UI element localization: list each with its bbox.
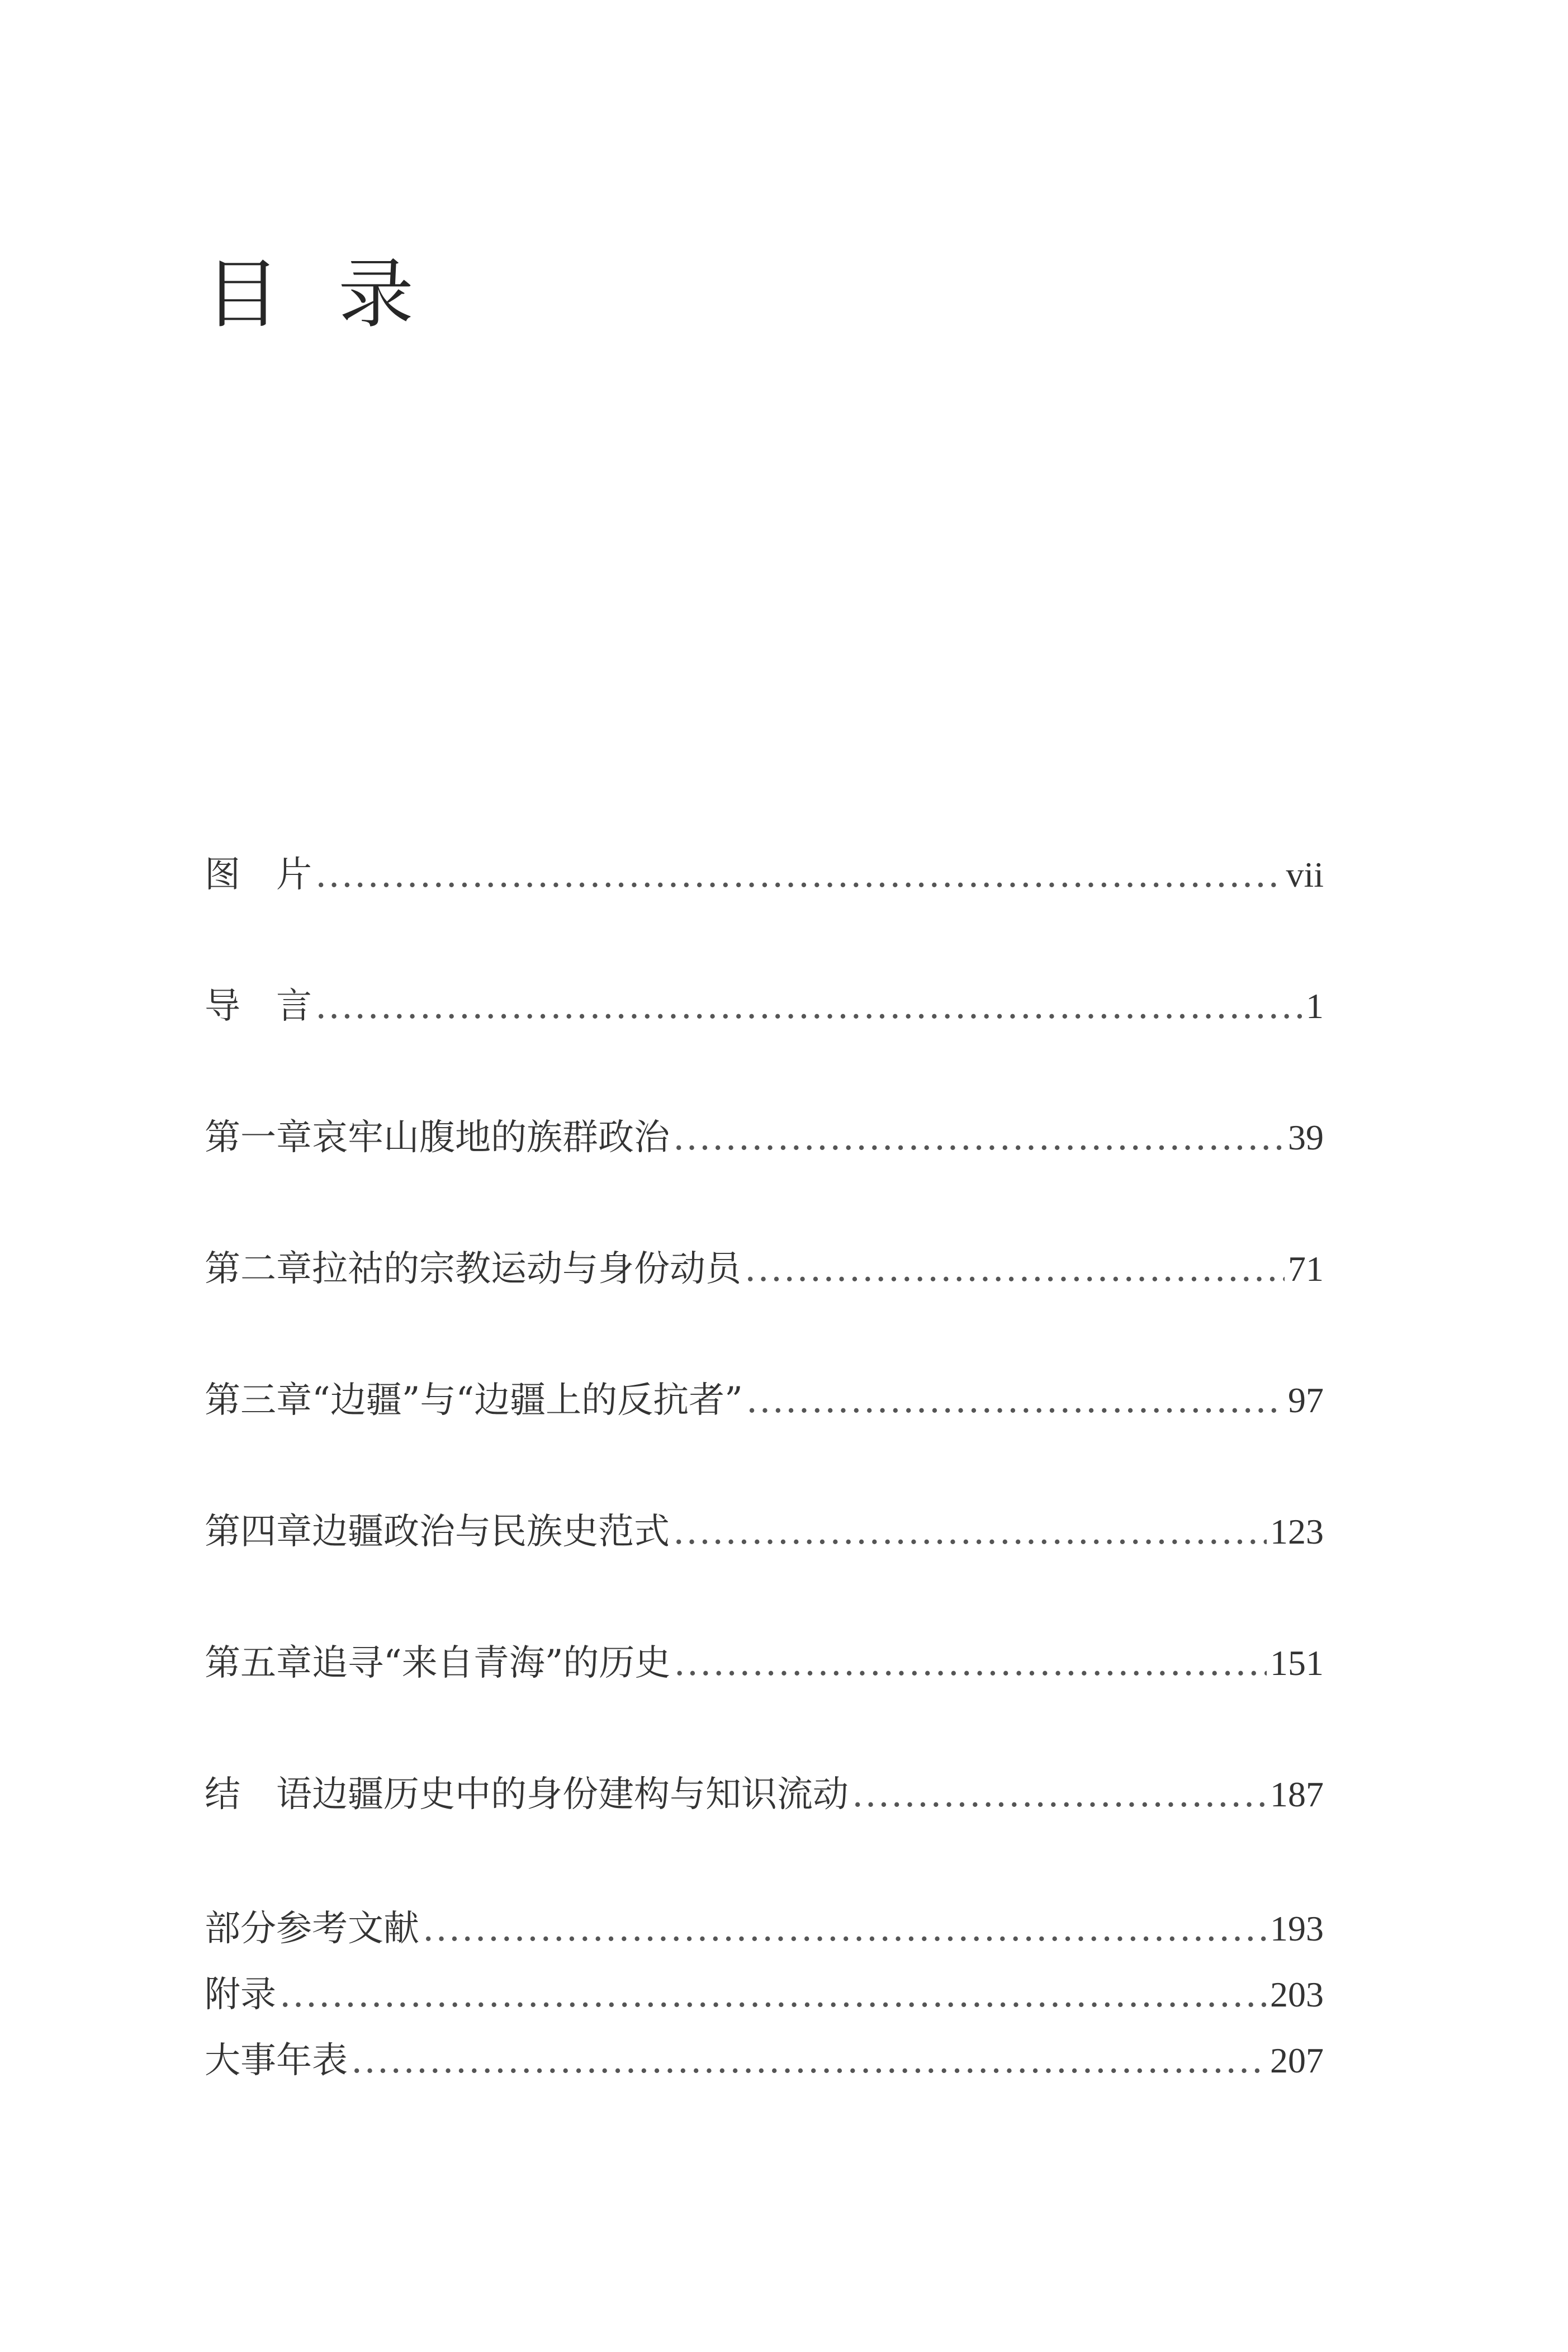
toc-entry[interactable]	[205, 1970, 1324, 2020]
toc-entry[interactable]	[205, 1638, 1324, 1688]
toc-chapter-number: 第四章	[205, 1511, 312, 1553]
toc-entry[interactable]	[205, 1113, 1324, 1163]
toc-entry-label: 拉祜的宗教运动与身份动员	[312, 1248, 741, 1290]
toc-leader-dots	[280, 1970, 1267, 2020]
title-char-1: 目	[205, 250, 280, 338]
toc-entry-label: 大事年表	[205, 2040, 348, 2081]
toc-leader-dots	[852, 1769, 1267, 1820]
toc-page-number: 71	[1288, 1249, 1324, 1289]
toc-leader-dots	[315, 850, 1282, 900]
toc-chapter-number: 第一章	[205, 1117, 312, 1158]
table-of-contents	[205, 850, 1324, 2102]
toc-page-number: 97	[1288, 1380, 1324, 1420]
toc-page-number: 1	[1306, 986, 1324, 1026]
toc-page-number: 151	[1270, 1643, 1324, 1683]
toc-entry-label: 边疆历史中的身份建构与知识流动	[312, 1774, 849, 1815]
toc-chapter-number: 第五章	[205, 1643, 312, 1684]
toc-page-number: 193	[1270, 1909, 1324, 1948]
toc-entry[interactable]	[205, 1507, 1324, 1557]
toc-entry[interactable]	[205, 1769, 1324, 1820]
toc-page-number: 207	[1270, 2041, 1324, 2080]
toc-leader-dots	[745, 1244, 1285, 1294]
page-title	[205, 250, 414, 338]
toc-entry-label: 哀牢山腹地的族群政治	[312, 1117, 670, 1158]
toc-leader-dots	[423, 1904, 1267, 1954]
toc-leader-dots	[673, 1113, 1285, 1163]
toc-entry-label: 图 片	[205, 854, 312, 896]
toc-entry-label: 导 言	[205, 986, 312, 1027]
toc-chapter-number: 结 语	[205, 1774, 312, 1815]
toc-leader-dots	[674, 1638, 1267, 1688]
toc-page-number: 203	[1270, 1975, 1324, 2014]
toc-leader-dots	[673, 1507, 1267, 1557]
toc-leader-dots	[351, 2036, 1267, 2086]
toc-entry-label: “边疆”与“边疆上的反抗者”	[312, 1380, 743, 1421]
toc-chapter-number: 第三章	[205, 1380, 312, 1421]
toc-page-number: 123	[1270, 1512, 1324, 1551]
toc-entry-label: 附录	[205, 1974, 276, 2015]
toc-entry-label: 追寻“来自青海”的历史	[312, 1643, 671, 1684]
toc-page-number: 187	[1270, 1774, 1324, 1814]
toc-entry[interactable]	[205, 1904, 1324, 1954]
toc-leader-dots	[315, 981, 1302, 1031]
toc-leader-dots	[746, 1375, 1285, 1426]
title-char-2: 录	[338, 250, 414, 338]
toc-page-number: vii	[1286, 855, 1324, 895]
toc-entry[interactable]	[205, 2036, 1324, 2086]
toc-chapter-number: 第二章	[205, 1248, 312, 1290]
toc-page-number: 39	[1288, 1118, 1324, 1157]
toc-entry-label: 部分参考文献	[205, 1908, 419, 1949]
toc-entry[interactable]	[205, 1375, 1324, 1426]
toc-entry-label: 边疆政治与民族史范式	[312, 1511, 670, 1553]
toc-entry[interactable]	[205, 850, 1324, 900]
toc-entry[interactable]	[205, 1244, 1324, 1294]
toc-entry[interactable]	[205, 981, 1324, 1031]
